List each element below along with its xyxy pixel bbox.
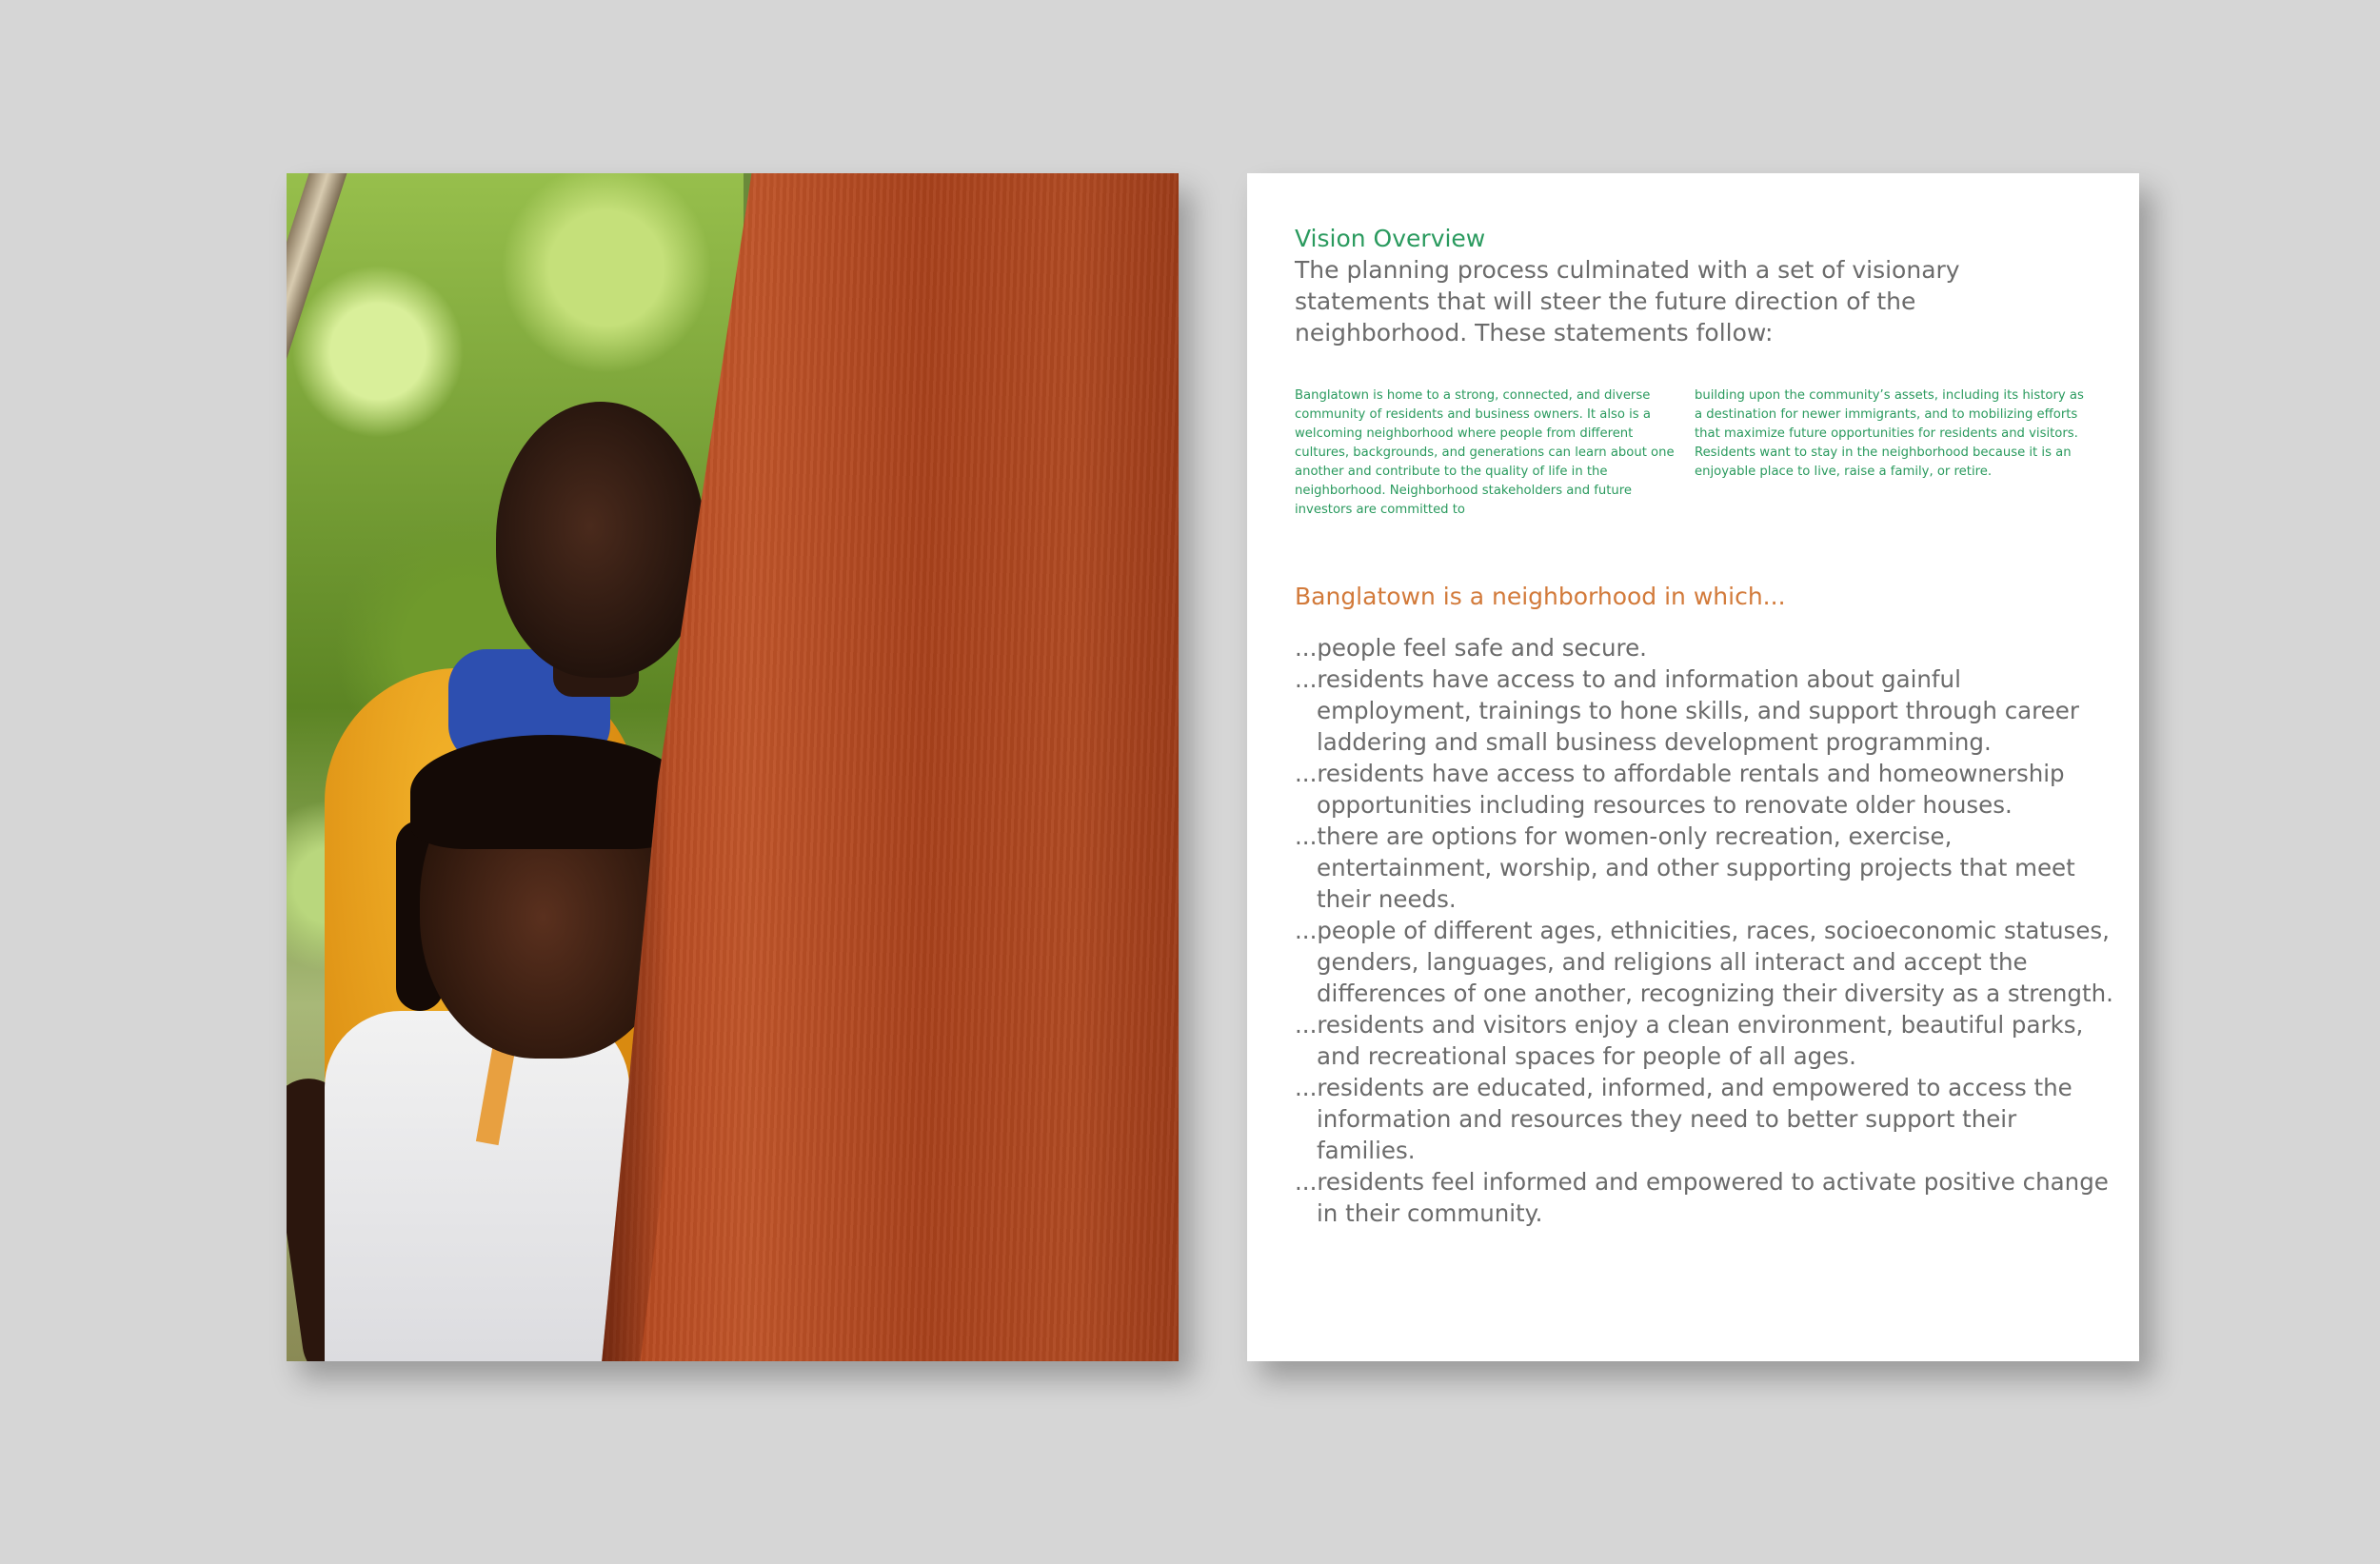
statement-item: ...there are options for women-only recreation, exercise, entertainment, worship, and other supporting projects that meet their needs. [1295, 822, 2075, 913]
statement-item: ...residents have access to affordable rentals and homeownership opportunities including resources to renovate older houses. [1295, 760, 2065, 819]
vision-statement-columns [1295, 386, 2085, 520]
statement-item: ...residents are educated, informed, and empowered to access the information and resources they need to better support their families. [1295, 1074, 2073, 1164]
boy-head [496, 402, 705, 678]
statement-list [1295, 632, 2113, 1229]
girl-hair [410, 735, 686, 849]
girl-tank-top [325, 1011, 629, 1361]
vision-column-1: Banglatown is home to a strong, connected, and diverse community of residents and business owners. It also is a welcoming neighborhood where people from different cultures, backgrounds, and generations can learn about one another and contribute to the quality of life in the neighborhood. Neighborhood stakeholders and future investors are committed to [1295, 388, 1675, 517]
vision-overview-heading: Vision Overview [1295, 225, 1486, 252]
statement-item: ...residents have access to and information about gainful employment, trainings to hone skills, and support through career laddering and small business development programming. [1295, 665, 2079, 756]
statement-item: ...people of different ages, ethnicities, races, socioeconomic statuses, genders, languages, and religions all interact and accept the differences of one another, recognizing their diversity as a strength. [1295, 917, 2113, 1007]
text-page [1247, 173, 2139, 1361]
photo-page [287, 173, 1179, 1361]
statement-item: ...residents and visitors enjoy a clean environment, beautiful parks, and recreational spaces for people of all ages. [1295, 1011, 2084, 1070]
statement-item: ...residents feel informed and empowered to activate positive change in their community. [1295, 1168, 2109, 1227]
statement-item: ...people feel safe and secure. [1295, 634, 1647, 662]
neighborhood-heading: Banglatown is a neighborhood in which... [1295, 583, 1786, 610]
intro-paragraph: The planning process culminated with a set of visionary statements that will steer the future direction of the neighborhood. These statements follow: [1295, 256, 1960, 346]
vision-column-2: building upon the community’s assets, including its history as a destination for newer immigrants, and to mobilizing efforts that maximize future opportunities for residents and visitors. Residents want to stay in the neighborhood because it is an enjoyable place to live, raise a family, or retire. [1695, 388, 2084, 479]
